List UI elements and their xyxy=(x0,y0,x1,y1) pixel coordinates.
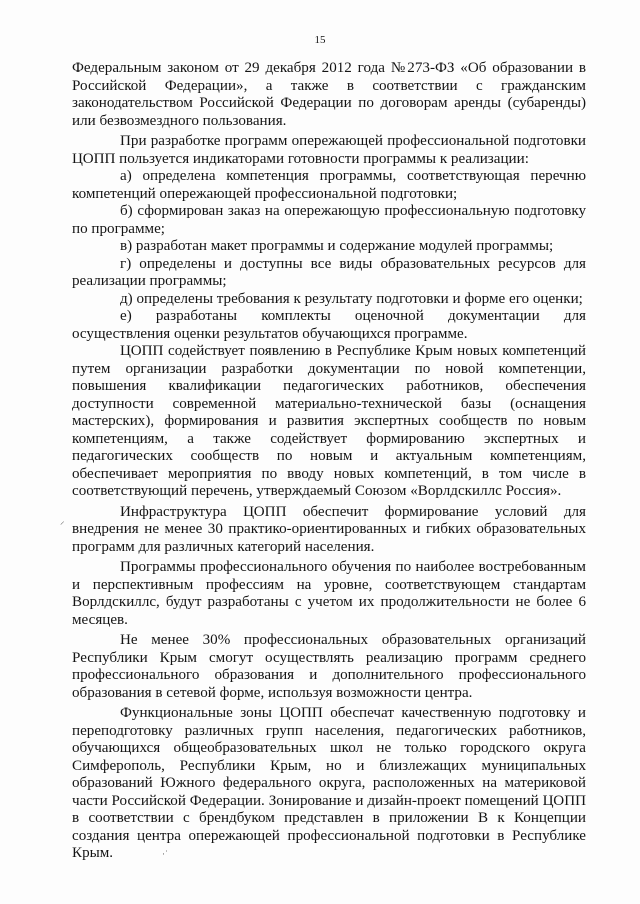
document-body xyxy=(72,60,586,863)
paragraph-functional-zones: Функциональные зоны ЦОПП обеспечат качественную подготовку и переподготовку различных групп населения, педагогических работников, обучающихся общеобразовательных школ не только городского округа Симферополь, Республики Крым, но и близлежащих муниципальных образований Южного федерального округа, расположенных на материковой части Российской Федерации. Зонирование и дизайн-проект помещений ЦОПП в соответствии с брендбуком представлен в приложении В к Концепции создания центра опережающей профессиональной подготовки в Республике Крым. xyxy=(72,705,586,861)
paragraph-network-form: Не менее 30% профессиональных образовательных организаций Республики Крым смогут осуществлять реализацию программ среднего профессионального образования и дополнительного профессионального образования в сетевой форме, используя возможности центра. xyxy=(72,632,586,701)
list-item-e: е) разработаны комплекты оценочной документации для осуществления оценки результатов обучающихся программе. xyxy=(72,308,586,342)
scan-speck: ·˙ xyxy=(162,849,168,859)
paragraph-readiness-indicators: При разработке программ опережающей профессиональной подготовки ЦОПП пользуется индикаторами готовности программы к реализации: xyxy=(72,133,586,167)
scan-mark: ⸝ xyxy=(60,516,65,526)
list-item-a: а) определена компетенция программы, соответствующая перечню компетенций опережающей профессиональной подготовки; xyxy=(72,168,586,202)
paragraph-law-reference: Федеральным законом от 29 декабря 2012 года №273-ФЗ «Об образовании в Российской Федерации», а также в соответствии с гражданским законодательством Российской Федерации по договорам аренды (субаренды) или безвозмездного пользования. xyxy=(72,60,586,129)
paragraph-infrastructure: Инфраструктура ЦОПП обеспечит формирование условий для внедрения не менее 30 практико-ориентированных и гибких образовательных программ для различных категорий населения. xyxy=(72,503,586,555)
list-item-d: д) определены требования к результату подготовки и форме его оценки; xyxy=(120,290,583,307)
list-item-g: г) определены и доступны все виды образовательных ресурсов для реализации программы; xyxy=(72,255,586,289)
paragraph-training-programs: Программы профессионального обучения по наиболее востребованным и перспективным профессиям на уровне, соответствующем стандартам Ворлдскиллс, будут разработаны с учетом их продолжительности не более 6 месяцев. xyxy=(72,559,586,628)
list-item-v: в) разработан макет программы и содержание модулей программы; xyxy=(120,238,554,254)
page-number: 15 xyxy=(314,34,326,46)
list-item-b: б) сформирован заказ на опережающую профессиональную подготовку по программе; xyxy=(72,203,586,237)
paragraph-new-competencies: ЦОПП содействует появлению в Республике Крым новых компетенций путем организации разработки документации по новой компетенции, повышения квалификации педагогических работников, обеспечения доступности современной материально-технической базы (оснащения мастерских), формирования и развития экспертных сообществ по новым компетенциям, а также содействует формированию экспертных и педагогических сообществ по новым и актуальным компетенциям, обеспечивает мероприятия по вводу новых компетенций, в том числе в соответствующий перечень, утверждаемый Союзом «Ворлдскиллс Россия». xyxy=(72,343,586,499)
